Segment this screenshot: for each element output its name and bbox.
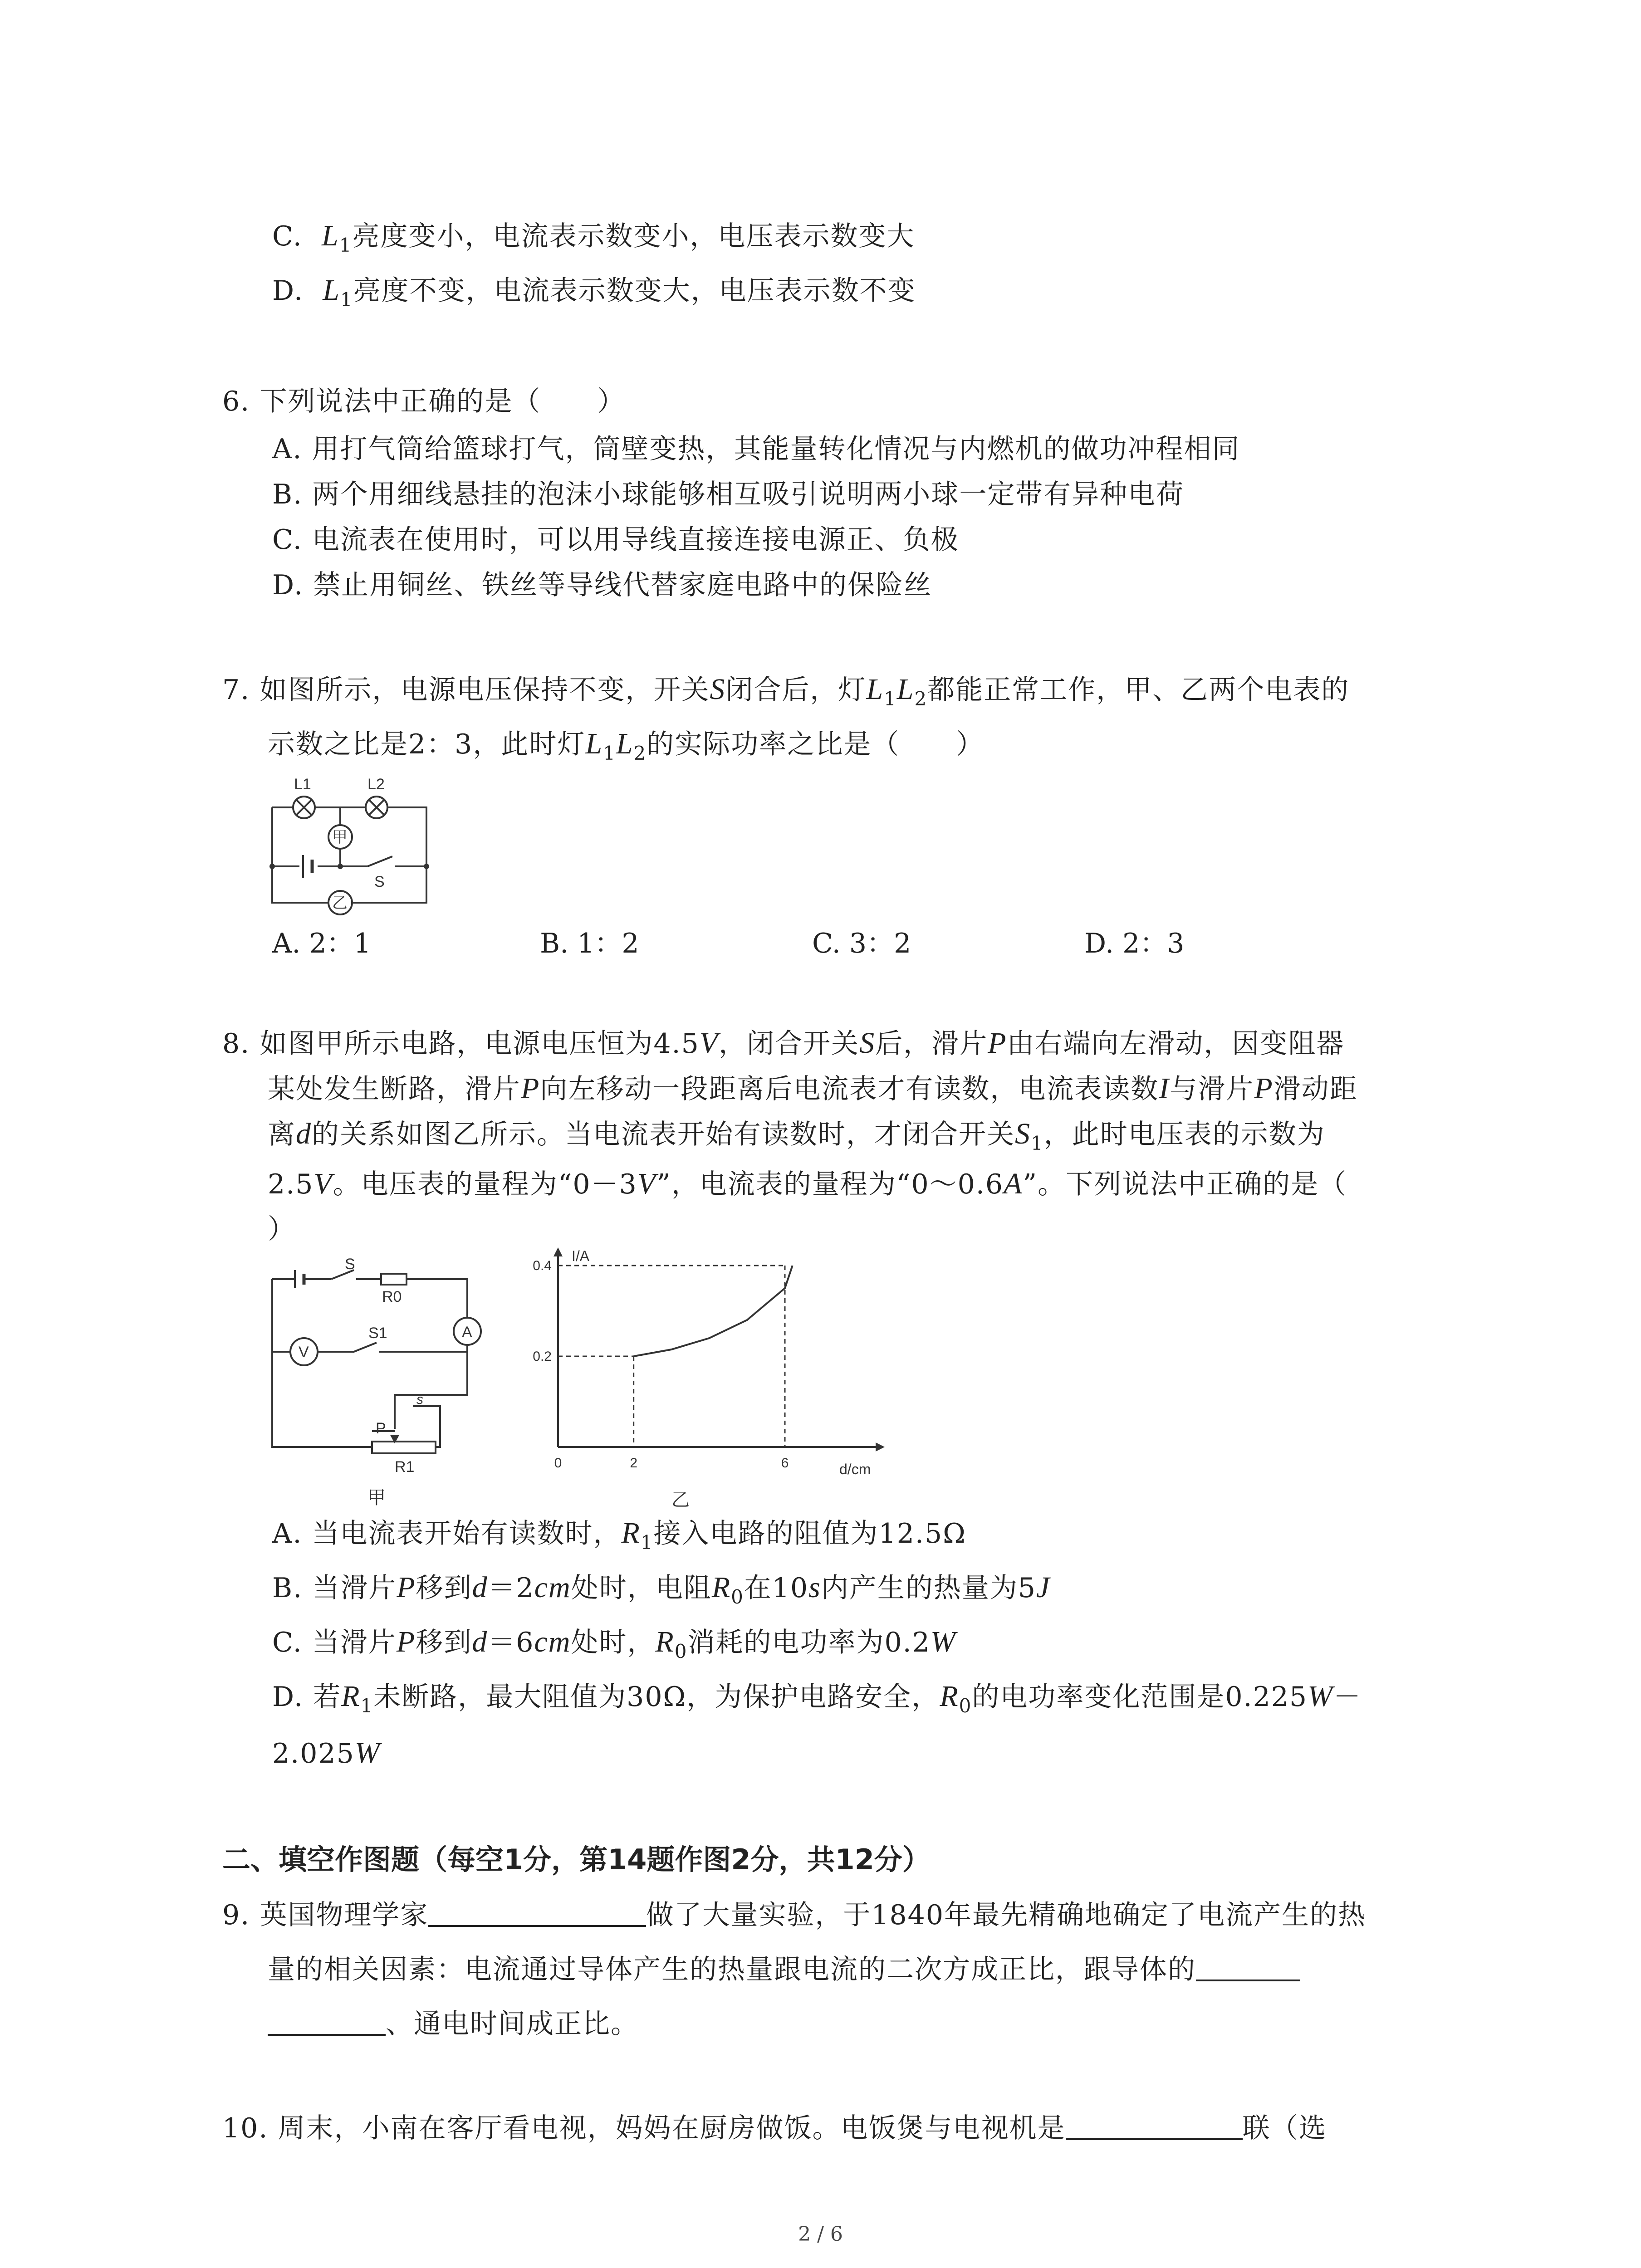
q8-fig-ammeter-label: A <box>462 1324 472 1341</box>
q8-stem-line3: 离d的关系如图乙所示。当电流表开始有读数时，才闭合开关$S_1$，此时电压表的示数为 <box>268 1117 1325 1154</box>
section-2-heading: 二、填空作图题（每空1分，第14题作图2分，共12分） <box>222 1843 931 1876</box>
q7-fig-yi-label: 乙 <box>332 894 348 912</box>
q9-blank-1[interactable] <box>428 1896 646 1927</box>
q8-option-c: C. 当滑片P移到d＝6cm处时，$R_0$消耗的电功率为0.2W <box>272 1625 956 1662</box>
x-tick-0: 0 <box>554 1456 562 1471</box>
q9-line2: 量的相关因素：电流通过导体产生的热量跟电流的二次方成正比，跟导体的 <box>268 1950 1300 1988</box>
q7-option-b: B. 1：2 <box>540 928 639 959</box>
page-number: 2 / 6 <box>798 2223 843 2246</box>
y-tick-0-4: 0.4 <box>533 1258 552 1273</box>
q8-fig-s1-label: S1 <box>368 1325 387 1342</box>
q8-option-d-line2: 2.025W <box>272 1736 381 1769</box>
q8-option-d: D. 若$R_1$未断路，最大阻值为30Ω，为保护电路安全，$R_0$的电功率变化范围是0.225W－ <box>272 1680 1362 1717</box>
q8-current-distance-graph <box>522 1243 894 1515</box>
q5-option-c: C. $L_1$亮度变小，电流表示数变小，电压表示数变大 <box>272 219 915 256</box>
q6-option-d: D. 禁止用铜丝、铁丝等导线代替家庭电路中的保险丝 <box>272 569 932 601</box>
q8-stem-line4: 2.5V。电压表的量程为“0－3V”，电流表的量程为“0～0.6A”。下列说法中正确的是（ <box>268 1167 1347 1200</box>
q10-blank-1[interactable] <box>1066 2109 1243 2140</box>
q6-stem: 6. 下列说法中正确的是（ ） <box>222 386 626 417</box>
q8-fig-caption-jia: 甲 <box>367 1488 386 1508</box>
q8-option-a: A. 当电流表开始有读数时，$R_1$接入电路的阻值为12.5Ω <box>272 1516 966 1554</box>
y-tick-0-2: 0.2 <box>533 1349 552 1364</box>
q7-fig-l2-label: L2 <box>367 776 385 793</box>
q8-stem-line2: 某处发生断路，滑片P向左移动一段距离后电流表才有读数，电流表读数I与滑片P滑动距 <box>268 1072 1358 1105</box>
q7-option-a: A. 2：1 <box>272 928 371 959</box>
q9-line3: 、通电时间成正比。 <box>268 2005 639 2042</box>
q6-option-b: B. 两个用细线悬挂的泡沫小球能够相互吸引说明两小球一定带有异种电荷 <box>272 479 1185 510</box>
q6-option-a: A. 用打气筒给篮球打气，筒壁变热，其能量转化情况与内燃机的做功冲程相同 <box>272 433 1240 465</box>
q7-stem-line1: 7. 如图所示，电源电压保持不变，开关S闭合后，灯$L_1L_2$都能正常工作，甲、乙两个电表的 <box>222 673 1350 710</box>
q5-option-d: D. $L_1$亮度不变，电流表示数变大，电压表示数不变 <box>272 274 916 311</box>
q8-stem-line1: 8. 如图甲所示电路，电源电压恒为4.5V，闭合开关S后，滑片P由右端向左滑动，因变阻器 <box>222 1026 1345 1060</box>
x-tick-2: 2 <box>630 1456 638 1471</box>
q7-option-c: C. 3：2 <box>812 928 911 959</box>
q8-graph-ylabel: I/A <box>572 1248 590 1264</box>
q8-fig-r1-label: R1 <box>395 1458 415 1476</box>
q8-graph-curve <box>634 1266 793 1356</box>
q8-fig-caption-yi: 乙 <box>671 1490 690 1510</box>
q6-option-c: C. 电流表在使用时，可以用导线直接连接电源正、负极 <box>272 524 959 556</box>
q10-line1: 10. 周末，小南在客厅看电视，妈妈在厨房做饭。电饭煲与电视机是 联（选 <box>222 2109 1327 2146</box>
q7-circuit-diagram <box>263 771 436 916</box>
q8-fig-p-label: P <box>376 1420 386 1437</box>
q7-fig-l1-label: L1 <box>294 776 311 793</box>
q8-stem-line5: ） <box>268 1213 296 1245</box>
q9-blank-2-cont[interactable] <box>268 2005 386 2036</box>
q8-graph-xlabel: d/cm <box>839 1461 871 1477</box>
q7-fig-jia-label: 甲 <box>332 829 348 846</box>
q8-option-b: B. 当滑片P移到d＝2cm处时，电阻$R_0$在10s内产生的热量为5J <box>272 1571 1051 1608</box>
q8-fig-s-distance-label: s <box>416 1392 423 1407</box>
q9-line1: 9. 英国物理学家 做了大量实验，于1840年最先精确地确定了电流产生的热 <box>222 1896 1366 1933</box>
q8-fig-s-label: S <box>345 1256 355 1273</box>
x-tick-6: 6 <box>781 1456 789 1471</box>
q9-blank-2[interactable] <box>1196 1950 1300 1981</box>
q7-stem-line2: 示数之比是2：3，此时灯$L_1L_2$的实际功率之比是（ ） <box>268 727 985 764</box>
q8-circuit-diagram <box>263 1256 517 1510</box>
q7-fig-switch-label: S <box>374 873 385 890</box>
q8-fig-voltmeter-label: V <box>299 1344 309 1361</box>
q8-fig-r0-label: R0 <box>382 1288 402 1305</box>
q7-option-d: D. 2：3 <box>1084 928 1185 959</box>
